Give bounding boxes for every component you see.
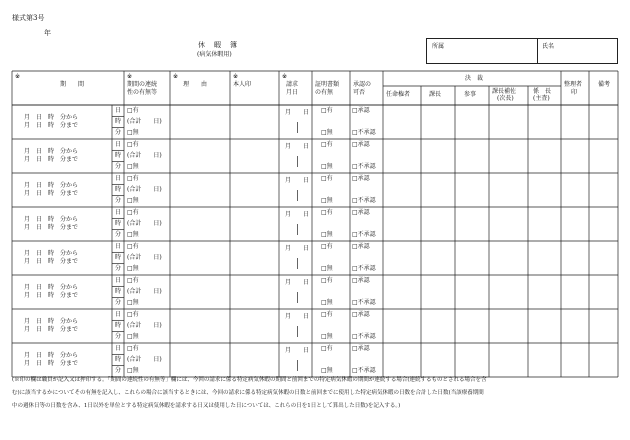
row-cert-yes: □有 <box>321 277 333 284</box>
row-request-date: 月 日 <box>285 313 310 320</box>
row-continuity-yes: □有 <box>127 277 139 284</box>
header-clerk-seal-1: 整理者 <box>564 81 583 88</box>
row-cert-no: □無 <box>321 367 333 374</box>
row-unit-day: 日 <box>115 345 122 352</box>
row-unit-minute: 分 <box>115 265 122 272</box>
row-unit-minute: 分 <box>115 197 122 204</box>
row-cert-yes: □有 <box>321 141 333 148</box>
row-continuity-total: (合計 日) <box>127 322 162 329</box>
row-approved: □承認 <box>352 277 370 284</box>
row-unit-hour: 時 <box>115 118 122 125</box>
footnote-line-1: (※印の欄は職員が記入又は押印する。「期間の連続性の有無等」欄には、今回の請求に係る特定病気休暇の期間と前回までの特定病気休暇の期間が連続する場合(連続するものとされる場合を含 <box>12 377 487 383</box>
row-unit-day: 日 <box>115 243 122 250</box>
row-cert-no: □無 <box>321 231 333 238</box>
row-approved: □承認 <box>352 345 370 352</box>
row-cert-no: □無 <box>321 265 333 272</box>
row-continuity-no: □無 <box>127 367 139 374</box>
row-cert-yes: □有 <box>321 107 333 114</box>
row-request-date: 月 日 <box>285 109 310 116</box>
row-continuity-no: □無 <box>127 129 139 136</box>
row-request-date: 月 日 <box>285 211 310 218</box>
row-period-from: 月 日 時 分から <box>24 182 79 189</box>
row-request-date: 月 日 <box>285 347 310 354</box>
row-continuity-total: (合計 日) <box>127 288 162 295</box>
row-cert-yes: □有 <box>321 311 333 318</box>
row-continuity-no: □無 <box>127 231 139 238</box>
row-continuity-yes: □有 <box>127 141 139 148</box>
header-request-2: 月日 <box>286 89 299 96</box>
row-not-approved: □不承認 <box>352 367 376 374</box>
row-unit-day: 日 <box>115 311 122 318</box>
row-continuity-total: (合計 日) <box>127 356 162 363</box>
row-approved: □承認 <box>352 141 370 148</box>
row-period-to: 月 日 時 分まで <box>24 326 79 333</box>
header-deputy-chief: 課長補佐 <box>492 88 517 95</box>
mark-request: ※ <box>282 73 288 80</box>
header-section-chief: 課長 <box>429 91 442 98</box>
row-continuity-yes: □有 <box>127 345 139 352</box>
row-approved: □承認 <box>352 209 370 216</box>
row-period-to: 月 日 時 分まで <box>24 224 79 231</box>
row-period-from: 月 日 時 分から <box>24 250 79 257</box>
row-unit-minute: 分 <box>115 163 122 170</box>
row-period-to: 月 日 時 分まで <box>24 156 79 163</box>
header-approval-1: 承認の <box>353 81 372 88</box>
row-continuity-total: (合計 日) <box>127 254 162 261</box>
row-unit-minute: 分 <box>115 299 122 306</box>
row-continuity-no: □無 <box>127 299 139 306</box>
header-subsection-chief: 係 長 <box>533 88 552 95</box>
row-not-approved: □不承認 <box>352 265 376 272</box>
mark-seal: ※ <box>233 73 239 80</box>
header-period: 期 間 <box>60 81 85 88</box>
row-unit-minute: 分 <box>115 231 122 238</box>
row-not-approved: □不承認 <box>352 231 376 238</box>
row-period-to: 月 日 時 分まで <box>24 190 79 197</box>
row-cert-no: □無 <box>321 163 333 170</box>
row-request-date: 月 日 <box>285 177 310 184</box>
row-continuity-total: (合計 日) <box>127 186 162 193</box>
mark-continuity: ※ <box>127 73 133 80</box>
header-appointer: 任命権者 <box>386 91 411 98</box>
row-unit-hour: 時 <box>115 220 122 227</box>
row-cert-yes: □有 <box>321 175 333 182</box>
row-unit-hour: 時 <box>115 254 122 261</box>
row-continuity-no: □無 <box>127 333 139 340</box>
row-continuity-yes: □有 <box>127 311 139 318</box>
row-cert-yes: □有 <box>321 243 333 250</box>
row-unit-hour: 時 <box>115 322 122 329</box>
form-title: 休 暇 簿 <box>198 41 238 49</box>
row-continuity-total: (合計 日) <box>127 118 162 125</box>
row-continuity-no: □無 <box>127 265 139 272</box>
row-unit-minute: 分 <box>115 129 122 136</box>
row-period-from: 月 日 時 分から <box>24 216 79 223</box>
header-reason: 理 由 <box>183 81 208 88</box>
row-unit-hour: 時 <box>115 288 122 295</box>
row-unit-day: 日 <box>115 175 122 182</box>
header-continuity-2: 性の有無等 <box>127 89 158 96</box>
row-unit-hour: 時 <box>115 152 122 159</box>
row-unit-day: 日 <box>115 141 122 148</box>
header-decision: 決 裁 <box>465 75 484 82</box>
row-cert-yes: □有 <box>321 209 333 216</box>
row-not-approved: □不承認 <box>352 299 376 306</box>
row-cert-no: □無 <box>321 333 333 340</box>
form-subtitle: (病気休暇用) <box>197 51 232 58</box>
row-unit-day: 日 <box>115 277 122 284</box>
row-unit-day: 日 <box>115 209 122 216</box>
row-period-to: 月 日 時 分まで <box>24 360 79 367</box>
row-cert-no: □無 <box>321 299 333 306</box>
year-label: 年 <box>44 29 51 37</box>
row-unit-hour: 時 <box>115 186 122 193</box>
row-cert-no: □無 <box>321 197 333 204</box>
row-period-from: 月 日 時 分から <box>24 284 79 291</box>
row-approved: □承認 <box>352 175 370 182</box>
row-not-approved: □不承認 <box>352 163 376 170</box>
header-certificate-2: の有無 <box>315 89 334 96</box>
header-clerk-seal-2: 印 <box>571 89 578 96</box>
row-continuity-total: (合計 日) <box>127 152 162 159</box>
row-approved: □承認 <box>352 311 370 318</box>
mark-period: ※ <box>15 73 21 80</box>
row-period-from: 月 日 時 分から <box>24 114 79 121</box>
row-continuity-yes: □有 <box>127 175 139 182</box>
row-approved: □承認 <box>352 107 370 114</box>
row-request-date: 月 日 <box>285 245 310 252</box>
name-label: 氏名 <box>542 43 555 50</box>
header-counselor: 参事 <box>464 91 477 98</box>
row-cert-yes: □有 <box>321 345 333 352</box>
row-continuity-yes: □有 <box>127 107 139 114</box>
row-continuity-no: □無 <box>127 163 139 170</box>
footnote-line-3: 中の週休日等の日数を含み、1日以外を単位とする特定病気休暇を請求する日又は使用した日については、これらの日を1日として算出した日数)を記入する。) <box>12 403 401 409</box>
header-seal: 本人印 <box>233 81 252 88</box>
row-request-date: 月 日 <box>285 279 310 286</box>
mark-reason: ※ <box>173 73 179 80</box>
header-request-1: 請求 <box>286 81 299 88</box>
row-cert-no: □無 <box>321 129 333 136</box>
row-request-date: 月 日 <box>285 143 310 150</box>
header-continuity-1: 期間の連続 <box>127 81 158 88</box>
header-approval-2: 可否 <box>353 89 366 96</box>
row-approved: □承認 <box>352 243 370 250</box>
footnote-line-2: む)に該当するかについてその有無を記入し、これらの場合に該当するときには、今回の請求に係る特定病気休暇の日数と前回までに使用した特定病気休暇の日数を合計した日数(当該療養期間 <box>12 390 484 396</box>
row-period-to: 月 日 時 分まで <box>24 122 79 129</box>
dept-label: 所属 <box>432 43 445 50</box>
row-period-from: 月 日 時 分から <box>24 318 79 325</box>
row-continuity-total: (合計 日) <box>127 220 162 227</box>
header-subsection-chief-sub: (主査) <box>533 95 550 102</box>
row-period-from: 月 日 時 分から <box>24 148 79 155</box>
row-period-from: 月 日 時 分から <box>24 352 79 359</box>
header-remarks: 備考 <box>598 81 611 88</box>
row-unit-minute: 分 <box>115 333 122 340</box>
row-period-to: 月 日 時 分まで <box>24 258 79 265</box>
row-continuity-yes: □有 <box>127 209 139 216</box>
row-not-approved: □不承認 <box>352 333 376 340</box>
row-unit-minute: 分 <box>115 367 122 374</box>
form-number: 様式第3号 <box>12 14 45 22</box>
header-certificate-1: 証明書類 <box>315 81 340 88</box>
header-deputy-chief-sub: (次長) <box>497 95 514 102</box>
row-unit-day: 日 <box>115 107 122 114</box>
row-not-approved: □不承認 <box>352 129 376 136</box>
row-unit-hour: 時 <box>115 356 122 363</box>
row-not-approved: □不承認 <box>352 197 376 204</box>
row-period-to: 月 日 時 分まで <box>24 292 79 299</box>
row-continuity-yes: □有 <box>127 243 139 250</box>
row-continuity-no: □無 <box>127 197 139 204</box>
